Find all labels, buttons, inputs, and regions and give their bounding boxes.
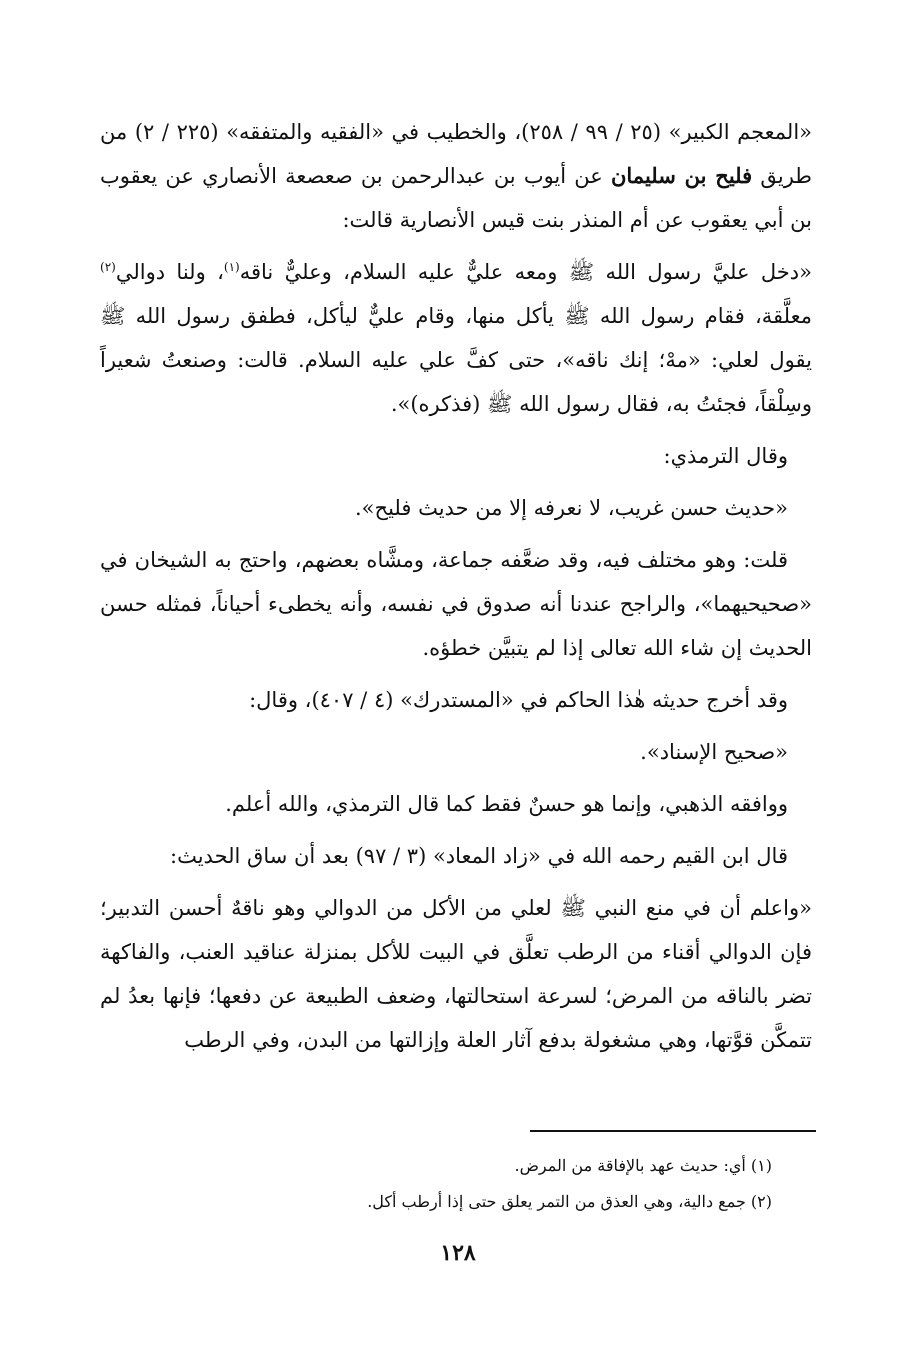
footnote-2: (٢) جمع دالية، وهي العذق من التمر يعلق حتى إذا أرطب أكل. bbox=[367, 1192, 772, 1211]
footnote-ref-1[interactable]: (١) bbox=[223, 260, 240, 274]
hadith-text-part-3: معلَّقة، فقام رسول الله ﷺ يأكل منها، وقام عليٌّ ليأكل، فطفق رسول الله ﷺ يقول لعلي: «مهْ؛ إنك ناقه»، حتى كفَّ علي عليه السلام. قالت: وصنعتُ شعيراً وسِلْقاً، فجئتُ به، فقال رسول الله ﷺ (فذكره)». bbox=[100, 304, 812, 416]
narrator-name: فليح بن سليمان bbox=[610, 163, 753, 188]
paragraph-source-citation bbox=[100, 110, 812, 242]
paragraph-author-comment: قلت: وهو مختلف فيه، وقد ضعَّفه جماعة، ومشَّاه بعضهم، واحتج به الشيخان في «صحيحيهما»، والراجح عندنا أنه صدوق في نفسه، وأنه يخطىء أحياناً، فمثله حسن الحديث إن شاء الله تعالى إذا لم يتبيَّن خطؤه. bbox=[100, 548, 812, 660]
paragraph-hakim-quote: «صحيح الإسناد». bbox=[640, 740, 788, 764]
footnote-divider bbox=[530, 1130, 816, 1132]
paragraph-ibn-qayyim-intro: قال ابن القيم رحمه الله في «زاد المعاد» (٣ / ٩٧) بعد أن ساق الحديث: bbox=[170, 844, 788, 868]
footnotes bbox=[100, 1148, 772, 1220]
page-number: ١٢٨ bbox=[440, 1240, 476, 1266]
footnote-1: (١) أي: حديث عهد بالإفاقة من المرض. bbox=[514, 1156, 772, 1175]
hadith-text-part-1: «دخل عليَّ رسول الله ﷺ ومعه عليٌّ عليه السلام، وعليٌّ ناقه bbox=[239, 260, 812, 284]
citation-text: «المعجم الكبير» (٢٥ / ٩٩ / ٢٥٨)، والخطيب في «الفقيه والمتفقه» (٢٢٥ / ٢) من طريق bbox=[100, 120, 813, 188]
paragraph-ibn-qayyim-quote: «واعلم أن في منع النبي ﷺ لعلي من الأكل من الدوالي وهو ناقهٌ أحسن التدبير؛ فإن الدوالي أقناء من الرطب تعلَّق في البيت للأكل بمنزلة عناقيد العنب، والفاكهة تضر بالناقه من المرض؛ لسرعة استحالتها، وضعف الطبيعة عن دفعها؛ فإنها بعدُ لم تتمكَّن قوَّتها، وهي مشغولة بدفع آثار العلة وإزالتها من البدن، وفي الرطب bbox=[100, 896, 812, 1052]
paragraph-hakim: وقد أخرج حديثه هٰذا الحاكم في «المستدرك» (٤ / ٤٠٧)، وقال: bbox=[249, 688, 788, 712]
chain-text: عن أيوب بن عبدالرحمن بن صعصعة الأنصاري عن يعقوب بن أبي يعقوب عن أم المنذر بنت قيس الأنصارية قالت: bbox=[100, 164, 812, 232]
hadith-text-part-2: ، ولنا دوالي bbox=[115, 260, 224, 284]
paragraph-tirmidhi-intro: وقال الترمذي: bbox=[663, 444, 788, 468]
footnote-ref-2[interactable]: (٢) bbox=[100, 260, 116, 274]
main-text bbox=[100, 110, 812, 1070]
paragraph-hadith bbox=[100, 250, 812, 426]
paragraph-tirmidhi-quote: «حديث حسن غريب، لا نعرفه إلا من حديث فليح». bbox=[355, 496, 788, 520]
paragraph-dhahabi: ووافقه الذهبي، وإنما هو حسنٌ فقط كما قال الترمذي، والله أعلم. bbox=[225, 792, 788, 816]
